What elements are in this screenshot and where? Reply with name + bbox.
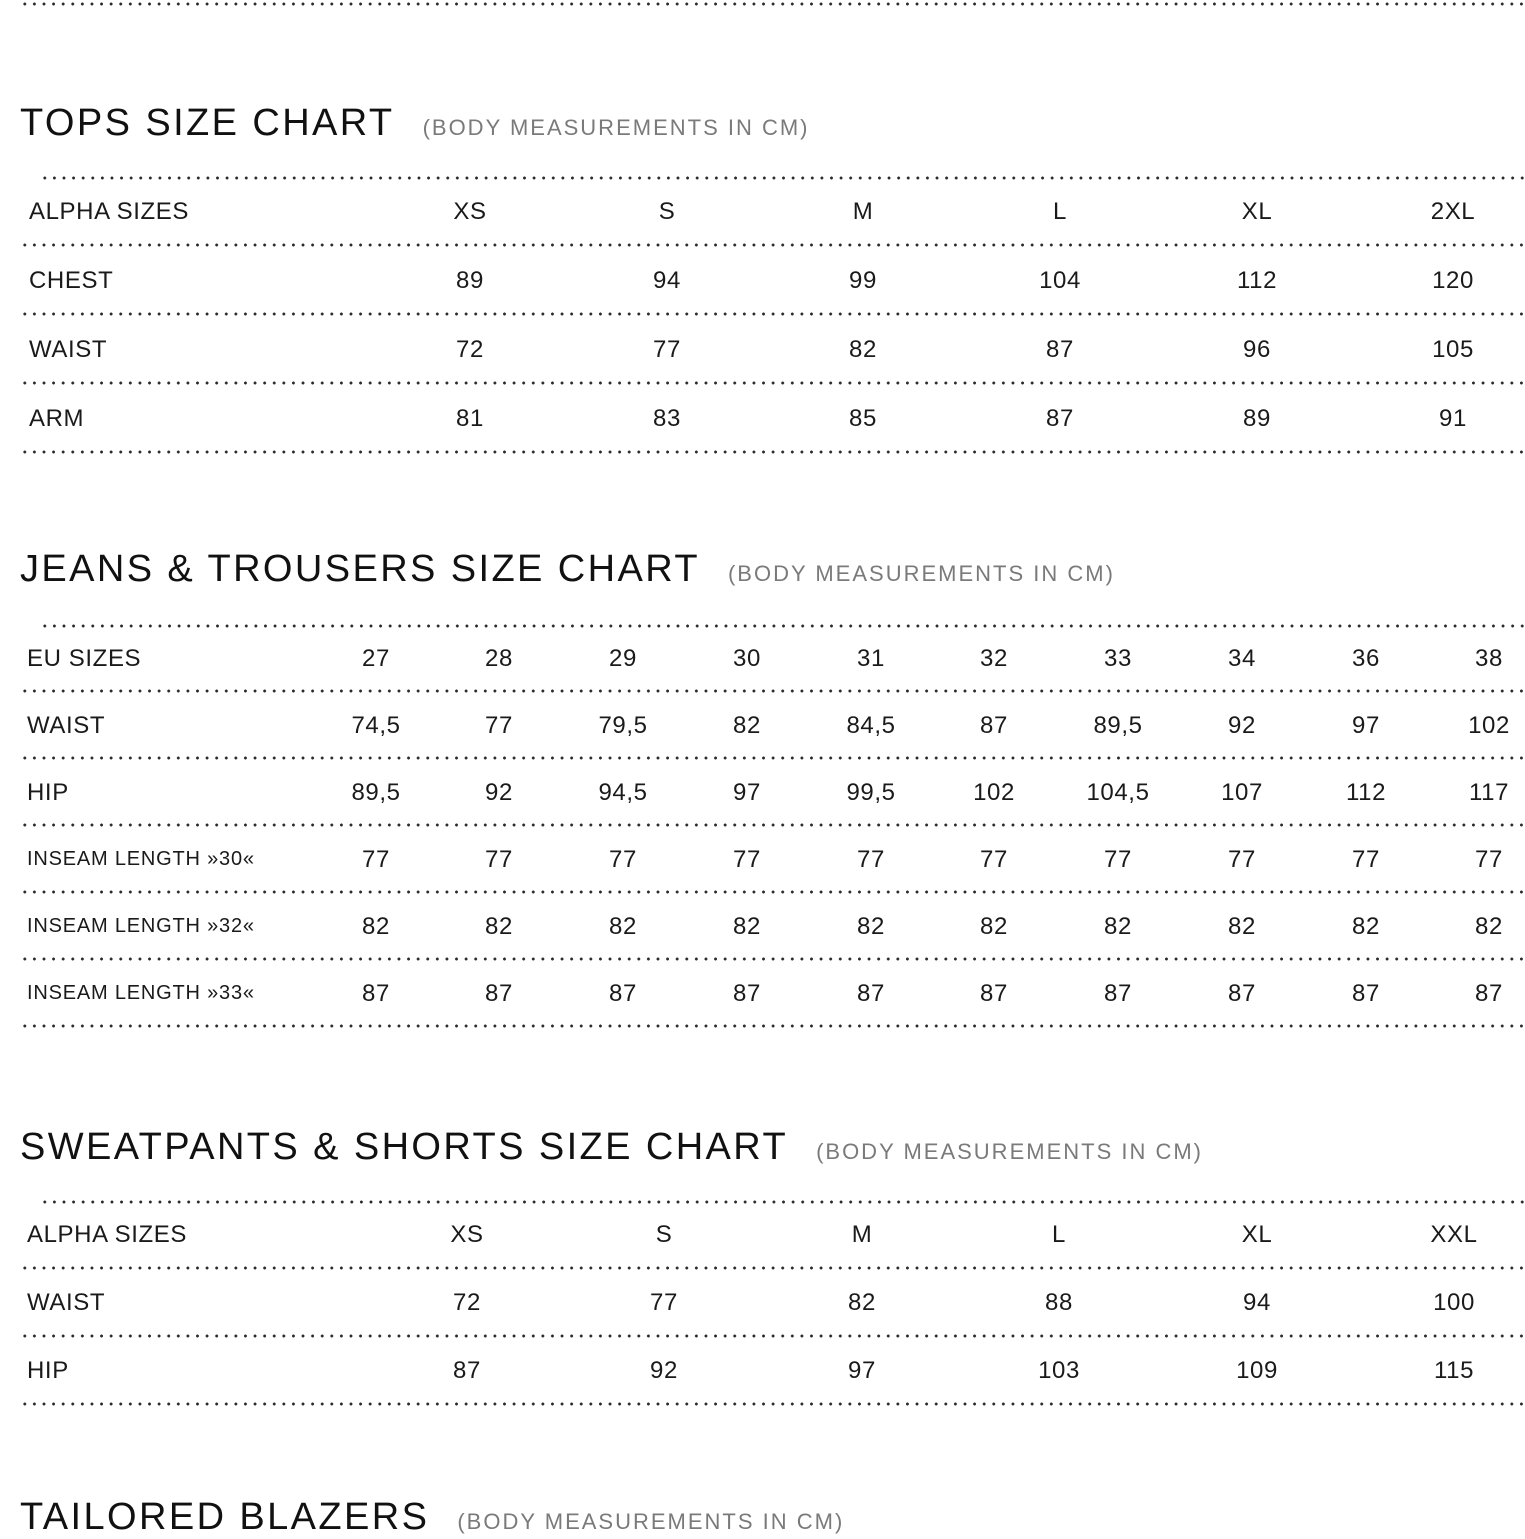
measurement-cell: 94,5	[598, 779, 648, 806]
size-header-cell: XL	[1241, 198, 1273, 225]
size-header-cell: XXL	[1430, 1221, 1478, 1248]
size-header-cell: 34	[1228, 645, 1256, 672]
measurement-cell: 97	[848, 1357, 876, 1384]
table-header-row	[20, 176, 1525, 245]
size-header-cell: XS	[453, 198, 487, 225]
measurement-cell: 104,5	[1086, 779, 1150, 806]
blazers-chart-title: TAILORED BLAZERS	[20, 1496, 430, 1538]
size-header-cell: L	[1052, 1221, 1066, 1248]
table-row	[20, 1268, 1525, 1336]
measurement-cell: 77	[1475, 846, 1503, 873]
measurement-cell: 79,5	[598, 712, 648, 739]
measurement-cell: 102	[1468, 712, 1510, 739]
measurement-cell: 77	[653, 336, 681, 363]
size-header-cell: M	[851, 1221, 873, 1248]
measurement-cell: 94	[1243, 1289, 1271, 1316]
measurement-cell: 89	[1243, 405, 1271, 432]
measurement-cell: 83	[653, 405, 681, 432]
size-header-cell: L	[1053, 198, 1067, 225]
measurement-cell: 77	[362, 846, 390, 873]
measurement-cell: 82	[857, 913, 885, 940]
size-header-cell: 30	[733, 645, 761, 672]
top-divider	[20, 2, 1525, 6]
measurement-cell: 97	[733, 779, 761, 806]
jeans-chart-title: JEANS & TROUSERS SIZE CHART	[20, 548, 700, 590]
measurement-cell: 89	[456, 267, 484, 294]
measurement-cell: 77	[857, 846, 885, 873]
table-header-label: ALPHA SIZES	[29, 198, 189, 225]
measurement-cell: 112	[1345, 779, 1387, 806]
measurement-cell: 102	[973, 779, 1015, 806]
measurement-cell: 84,5	[846, 712, 896, 739]
measurement-cell: 82	[980, 913, 1008, 940]
measurement-cell: 87	[1352, 980, 1380, 1007]
measurement-cell: 104	[1039, 267, 1081, 294]
table-row	[20, 959, 1525, 1026]
measurement-cell: 77	[733, 846, 761, 873]
measurement-cell: 82	[1104, 913, 1132, 940]
size-header-cell: XL	[1241, 1221, 1273, 1248]
size-header-cell: 29	[609, 645, 637, 672]
size-header-cell: 31	[857, 645, 885, 672]
row-label: CHEST	[29, 267, 114, 294]
row-label: WAIST	[27, 1289, 106, 1316]
measurement-cell: 87	[362, 980, 390, 1007]
tops-chart-title: TOPS SIZE CHART	[20, 102, 395, 144]
measurement-cell: 72	[456, 336, 484, 363]
measurement-cell: 99	[849, 267, 877, 294]
measurement-cell: 87	[485, 980, 513, 1007]
measurement-cell: 77	[650, 1289, 678, 1316]
measurement-cell: 82	[362, 913, 390, 940]
measurement-cell: 89,5	[351, 779, 401, 806]
jeans-chart-heading	[20, 548, 1115, 591]
measurement-cell: 94	[653, 267, 681, 294]
table-row	[20, 825, 1525, 892]
table-header-label: ALPHA SIZES	[27, 1221, 187, 1248]
measurement-cell: 82	[609, 913, 637, 940]
measurement-cell: 72	[453, 1289, 481, 1316]
measurement-cell: 97	[1352, 712, 1380, 739]
size-header-cell: M	[852, 198, 874, 225]
row-label: INSEAM LENGTH »33«	[27, 982, 255, 1004]
size-header-cell: 28	[485, 645, 513, 672]
row-label: HIP	[27, 1357, 69, 1384]
row-label: INSEAM LENGTH »32«	[27, 915, 255, 937]
measurement-cell: 115	[1433, 1357, 1475, 1384]
row-label: HIP	[27, 779, 69, 806]
size-header-cell: 33	[1104, 645, 1132, 672]
measurement-cell: 77	[609, 846, 637, 873]
measurement-cell: 87	[980, 712, 1008, 739]
measurement-cell: 109	[1236, 1357, 1278, 1384]
measurement-cell: 82	[485, 913, 513, 940]
sweatpants-chart-heading	[20, 1126, 1203, 1169]
table-header-row	[20, 1200, 1525, 1268]
measurement-cell: 96	[1243, 336, 1271, 363]
tops-chart-heading	[20, 102, 810, 145]
size-header-cell: S	[655, 1221, 673, 1248]
row-divider	[20, 450, 1525, 454]
table-row	[20, 758, 1525, 825]
measurement-cell: 87	[980, 980, 1008, 1007]
row-divider	[20, 1024, 1525, 1028]
measurement-cell: 92	[485, 779, 513, 806]
table-header-row	[20, 624, 1525, 691]
measurement-cell: 77	[1352, 846, 1380, 873]
row-label: WAIST	[27, 712, 106, 739]
row-divider	[20, 1402, 1525, 1406]
jeans-chart-subtitle: (BODY MEASUREMENTS IN CM)	[727, 561, 1115, 586]
row-label: ARM	[29, 405, 85, 432]
table-row	[20, 1336, 1525, 1404]
measurement-cell: 82	[1475, 913, 1503, 940]
measurement-cell: 100	[1433, 1289, 1475, 1316]
measurement-cell: 87	[453, 1357, 481, 1384]
measurement-cell: 105	[1432, 336, 1474, 363]
measurement-cell: 88	[1045, 1289, 1073, 1316]
measurement-cell: 87	[1228, 980, 1256, 1007]
table-row	[20, 314, 1525, 383]
size-header-cell: 27	[362, 645, 390, 672]
table-row	[20, 245, 1525, 314]
table-header-label: EU SIZES	[27, 645, 142, 672]
measurement-cell: 87	[733, 980, 761, 1007]
size-header-cell: XS	[450, 1221, 484, 1248]
measurement-cell: 77	[1104, 846, 1132, 873]
sweatpants-chart-subtitle: (BODY MEASUREMENTS IN CM)	[816, 1139, 1204, 1164]
size-header-cell: 38	[1475, 645, 1503, 672]
size-header-cell: S	[658, 198, 676, 225]
tops-chart-subtitle: (BODY MEASUREMENTS IN CM)	[422, 115, 810, 140]
measurement-cell: 87	[1046, 336, 1074, 363]
measurement-cell: 87	[1046, 405, 1074, 432]
measurement-cell: 117	[1468, 779, 1510, 806]
row-label: WAIST	[29, 336, 108, 363]
sweatpants-chart-title: SWEATPANTS & SHORTS SIZE CHART	[20, 1126, 789, 1168]
measurement-cell: 82	[733, 712, 761, 739]
measurement-cell: 82	[849, 336, 877, 363]
measurement-cell: 91	[1439, 405, 1467, 432]
measurement-cell: 87	[1475, 980, 1503, 1007]
blazers-chart-subtitle: (BODY MEASUREMENTS IN CM)	[457, 1509, 845, 1534]
table-row	[20, 892, 1525, 959]
size-header-cell: 36	[1352, 645, 1380, 672]
row-label: INSEAM LENGTH »30«	[27, 848, 255, 870]
measurement-cell: 82	[1352, 913, 1380, 940]
measurement-cell: 87	[609, 980, 637, 1007]
measurement-cell: 87	[1104, 980, 1132, 1007]
measurement-cell: 77	[980, 846, 1008, 873]
measurement-cell: 107	[1221, 779, 1263, 806]
measurement-cell: 87	[857, 980, 885, 1007]
measurement-cell: 92	[650, 1357, 678, 1384]
measurement-cell: 103	[1038, 1357, 1080, 1384]
measurement-cell: 92	[1228, 712, 1256, 739]
size-header-cell: 32	[980, 645, 1008, 672]
measurement-cell: 120	[1432, 267, 1474, 294]
measurement-cell: 81	[456, 405, 484, 432]
measurement-cell: 74,5	[351, 712, 401, 739]
measurement-cell: 77	[485, 846, 513, 873]
table-row	[20, 691, 1525, 758]
measurement-cell: 77	[1228, 846, 1256, 873]
measurement-cell: 85	[849, 405, 877, 432]
size-header-cell: 2XL	[1430, 198, 1476, 225]
measurement-cell: 82	[848, 1289, 876, 1316]
table-row	[20, 383, 1525, 452]
measurement-cell: 89,5	[1093, 712, 1143, 739]
measurement-cell: 82	[1228, 913, 1256, 940]
measurement-cell: 82	[733, 913, 761, 940]
measurement-cell: 112	[1236, 267, 1278, 294]
measurement-cell: 99,5	[846, 779, 896, 806]
measurement-cell: 77	[485, 712, 513, 739]
blazers-chart-heading	[20, 1496, 844, 1539]
